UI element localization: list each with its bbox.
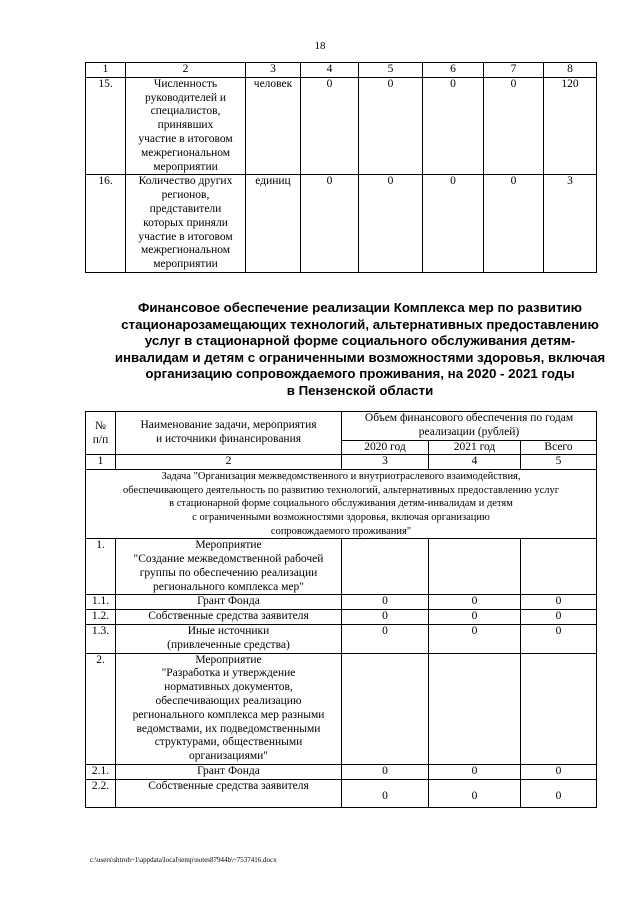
row-number: 1. — [86, 539, 116, 595]
column-number-row — [86, 455, 597, 470]
indicator-line: представители — [149, 202, 222, 215]
activity-line: Мероприятие — [195, 653, 262, 666]
empty-cell — [521, 539, 597, 595]
title-line: услуг в стационарной форме социального обслуживания детям- — [144, 333, 576, 348]
indicator-line: принявших — [157, 119, 214, 132]
indicator-line: мероприятии — [153, 160, 218, 173]
col-num-cell: 3 — [246, 63, 301, 78]
table-row — [86, 595, 597, 610]
indicator-line: которых приняли — [143, 216, 228, 229]
header-name-line: и источники финансирования — [155, 433, 302, 446]
value-cell: 0 — [342, 595, 429, 610]
value-cell: 0 — [521, 595, 597, 610]
activity-line: нормативных документов, — [164, 681, 293, 694]
header-volume-line: реализации (рублей) — [418, 425, 520, 438]
file-path-footer: c:\users\shtroh~1\appdata\local\temp\notes87944b\~7537416.docx — [90, 856, 277, 864]
title-line: стационарозамещающих технологий, альтернативных предоставлению — [121, 316, 599, 332]
unit-cell: единиц — [246, 175, 301, 273]
title-line: Финансовое обеспечение реализации Комплекса мер по развитию — [137, 300, 583, 315]
table-row — [86, 779, 597, 807]
table-row — [86, 764, 597, 779]
task-row — [86, 470, 597, 539]
empty-cell — [429, 539, 521, 595]
source-line: Иные источники — [187, 624, 270, 637]
activity-line: обеспечивающих реализацию — [155, 694, 302, 707]
header-2021: 2021 год — [429, 440, 521, 455]
value-cell: 0 — [521, 610, 597, 625]
financing-table — [85, 411, 597, 808]
indicator-line: межрегиональном — [140, 146, 231, 159]
empty-cell — [429, 653, 521, 764]
indicator-line: специалистов, — [150, 105, 221, 118]
value-cell: 0 — [359, 175, 423, 273]
activity-line: регионального комплекса мер разными — [132, 708, 325, 721]
value-cell: 0 — [342, 610, 429, 625]
indicator-name — [126, 77, 246, 175]
source-name: Собственные средства заявителя — [116, 779, 342, 807]
col-num-cell: 8 — [544, 63, 597, 78]
header-num — [86, 412, 116, 455]
table-row — [86, 610, 597, 625]
row-number: 1.1. — [86, 595, 116, 610]
value-cell: 0 — [521, 624, 597, 653]
col-num-cell: 5 — [359, 63, 423, 78]
indicator-line: участие в итоговом — [138, 230, 233, 243]
col-num-cell: 3 — [342, 455, 429, 470]
indicator-line: Количество других — [138, 175, 233, 188]
activity-line: организациями" — [188, 750, 268, 763]
activity-line: группы по обеспечению реализации — [139, 566, 318, 579]
value-cell: 0 — [521, 779, 597, 807]
unit-cell: человек — [246, 77, 301, 175]
indicator-line: участие в итоговом — [138, 132, 233, 145]
header-name-line: Наименование задачи, мероприятия — [140, 419, 317, 432]
col-num-cell: 2 — [126, 63, 246, 78]
value-cell: 0 — [429, 779, 521, 807]
row-number: 2. — [86, 653, 116, 764]
source-name — [116, 624, 342, 653]
row-number: 2.1. — [86, 764, 116, 779]
value-cell: 0 — [423, 175, 484, 273]
empty-cell — [521, 653, 597, 764]
source-name: Грант Фонда — [116, 595, 342, 610]
row-number: 16. — [86, 175, 126, 273]
value-cell: 0 — [521, 764, 597, 779]
indicator-line: межрегиональном — [140, 244, 231, 257]
source-name: Грант Фонда — [116, 764, 342, 779]
activity-name — [116, 653, 342, 764]
col-num-cell: 5 — [521, 455, 597, 470]
value-cell: 0 — [429, 595, 521, 610]
value-cell: 120 — [544, 77, 597, 175]
task-line: с ограниченными возможностями здоровья, включая организацию — [192, 511, 490, 523]
value-cell: 3 — [544, 175, 597, 273]
activity-row — [86, 539, 597, 595]
task-cell — [86, 470, 597, 539]
col-num-cell: 4 — [429, 455, 521, 470]
title-line: организацию сопровождаемого проживания, на 2020 - 2021 годы — [145, 366, 575, 381]
col-num-cell: 1 — [86, 63, 126, 78]
value-cell: 0 — [301, 175, 359, 273]
col-num-cell: 2 — [116, 455, 342, 470]
empty-cell — [342, 653, 429, 764]
page-number: 18 — [314, 40, 326, 52]
value-cell: 0 — [429, 624, 521, 653]
activity-line: ведомствами, их подведомственными — [136, 722, 321, 735]
indicators-table — [85, 62, 597, 273]
header-num-line: № — [95, 420, 106, 433]
indicator-line: регионов, — [161, 189, 210, 202]
value-cell: 0 — [484, 175, 544, 273]
row-number: 2.2. — [86, 779, 116, 807]
task-line: Задача "Организация межведомственного и внутриотраслевого взаимодействия, — [161, 471, 521, 483]
activity-row — [86, 653, 597, 764]
source-line: (привлеченные средства) — [167, 638, 290, 651]
col-num-cell: 1 — [86, 455, 116, 470]
value-cell: 0 — [359, 77, 423, 175]
header-name — [116, 412, 342, 455]
indicator-line: Численность — [153, 77, 218, 90]
table-row — [86, 77, 597, 175]
activity-line: "Создание межведомственной рабочей — [133, 552, 324, 565]
activity-line: Мероприятие — [195, 539, 262, 552]
value-cell: 0 — [484, 77, 544, 175]
activity-name — [116, 539, 342, 595]
title-line: в Пензенской области — [286, 382, 434, 398]
row-number: 1.2. — [86, 610, 116, 625]
task-line: обеспечивающего деятельность по развитию технологий, альтернативных предоставлению услуг — [122, 484, 560, 496]
section-title — [85, 300, 635, 399]
value-cell: 0 — [342, 779, 429, 807]
value-cell: 0 — [423, 77, 484, 175]
col-num-cell: 6 — [423, 63, 484, 78]
header-volume-line: Объем финансового обеспечения по годам — [364, 412, 574, 424]
column-number-row — [86, 63, 597, 78]
value-cell: 0 — [429, 610, 521, 625]
value-cell: 0 — [429, 764, 521, 779]
activity-line: структурами, общественными — [154, 736, 303, 749]
header-2020: 2020 год — [342, 440, 429, 455]
task-line: в стационарной форме социального обслуживания детям-инвалидам и детям — [169, 498, 513, 510]
source-name: Собственные средства заявителя — [116, 610, 342, 625]
indicator-name — [126, 175, 246, 273]
activity-line: "Разработка и утверждение — [161, 667, 296, 680]
indicator-line: мероприятии — [153, 258, 218, 271]
col-num-cell: 7 — [484, 63, 544, 78]
table-row — [86, 175, 597, 273]
header-num-line: п/п — [92, 434, 109, 447]
table-row — [86, 624, 597, 653]
indicator-line: руководителей и — [144, 91, 227, 104]
row-number: 15. — [86, 77, 126, 175]
value-cell: 0 — [342, 764, 429, 779]
title-line: инвалидам и детям с ограниченными возможностями здоровья, включая — [114, 349, 606, 365]
col-num-cell: 4 — [301, 63, 359, 78]
header-volume — [342, 412, 597, 441]
value-cell: 0 — [301, 77, 359, 175]
row-number: 1.3. — [86, 624, 116, 653]
task-line: сопровождаемого проживания" — [270, 525, 412, 537]
empty-cell — [342, 539, 429, 595]
activity-line: регионального комплекса мер" — [153, 580, 304, 593]
value-cell: 0 — [342, 624, 429, 653]
header-total: Всего — [521, 440, 597, 455]
header-row — [86, 412, 597, 441]
